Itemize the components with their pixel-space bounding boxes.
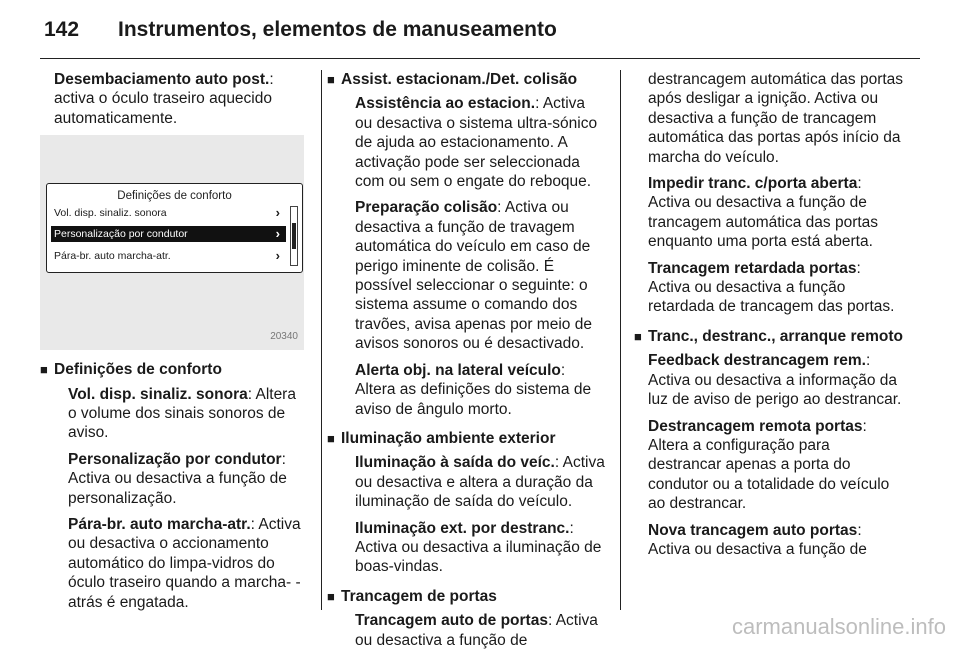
description: : Activa ou desactiva a função de travagem automática do veículo em caso de perigo iminente de colisão. É possível seleccionar o seguinte: o sistema assume o comando dos travões, avisa apenas por meio de avisos sonoros ou é desactivado. bbox=[355, 199, 592, 353]
paragraph bbox=[648, 417, 906, 514]
paragraph bbox=[355, 94, 605, 191]
chevron-right-icon: › bbox=[275, 248, 280, 264]
description: : Activa ou desactiva a informação da luz de aviso de perigo ao destrancar. bbox=[648, 352, 902, 409]
term: Assistência ao estacion. bbox=[355, 95, 536, 113]
column-divider bbox=[321, 70, 322, 610]
term: Destrancagem remota portas bbox=[648, 417, 863, 435]
description: : Activa ou desactiva o accionamento automático do limpa-vidros do óculo traseiro quando a marcha- -atrás é engatada. bbox=[68, 516, 301, 611]
menu-item bbox=[51, 248, 286, 264]
bullet-icon: ■ bbox=[327, 588, 335, 604]
description: : Activa ou desactiva a função retardada de trancagem das portas. bbox=[648, 259, 895, 316]
column-2 bbox=[327, 70, 605, 657]
section-heading bbox=[40, 360, 306, 379]
description: : Activa ou desactiva a função de bbox=[355, 612, 598, 649]
paragraph bbox=[68, 450, 306, 508]
section-title: Iluminação ambiente exterior bbox=[341, 429, 556, 447]
bullet-icon: ■ bbox=[327, 430, 335, 446]
term: Personalização por condutor bbox=[68, 450, 282, 468]
paragraph bbox=[355, 519, 605, 577]
section-title: Tranc., destranc., arranque remoto bbox=[648, 327, 903, 345]
page-header bbox=[40, 14, 920, 59]
term: Nova trancagem auto portas bbox=[648, 521, 858, 539]
description: : Activa ou desactiva a função de personalização. bbox=[68, 450, 287, 507]
term: Pára-br. auto marcha-atr. bbox=[68, 516, 251, 534]
term: Trancagem retardada portas bbox=[648, 259, 857, 277]
settings-figure bbox=[40, 135, 304, 350]
paragraph bbox=[54, 70, 306, 128]
paragraph bbox=[648, 174, 906, 252]
menu-item bbox=[51, 205, 286, 221]
figure-code: 20340 bbox=[270, 330, 298, 342]
description: : Altera as definições do sistema de aviso de ângulo morto. bbox=[355, 361, 592, 418]
menu-item-label: Personalização por condutor bbox=[54, 228, 188, 241]
section-title: Definições de conforto bbox=[54, 361, 222, 379]
term: Preparação colisão bbox=[355, 199, 498, 217]
column-divider bbox=[620, 70, 621, 610]
section-heading bbox=[634, 327, 906, 346]
description: : Activa ou desactiva a função de bbox=[648, 521, 867, 558]
column-1 bbox=[40, 70, 306, 619]
description: : Activa ou desactiva a função de trancagem automática das portas enquanto uma porta está aberta. bbox=[648, 175, 879, 251]
term: Alerta obj. na lateral veículo bbox=[355, 361, 561, 379]
paragraph bbox=[355, 453, 605, 511]
bullet-icon: ■ bbox=[634, 328, 642, 344]
paragraph bbox=[355, 198, 605, 353]
page-title: Instrumentos, elementos de manuseamento bbox=[118, 18, 557, 41]
bullet-icon: ■ bbox=[40, 362, 48, 378]
section-heading bbox=[327, 587, 605, 606]
chevron-right-icon: › bbox=[275, 205, 280, 221]
term: Iluminação ext. por destranc. bbox=[355, 519, 570, 537]
paragraph: destrancagem automática das portas após desligar a ignição. Activa ou desactiva a função de trancagem automática das portas após início da marcha do veículo. bbox=[648, 71, 904, 166]
section-heading bbox=[327, 70, 605, 89]
term: Impedir tranc. c/porta aberta bbox=[648, 175, 858, 193]
section-title: Trancagem de portas bbox=[341, 587, 497, 605]
menu-item-selected bbox=[51, 226, 286, 242]
term: Feedback destrancagem rem. bbox=[648, 352, 866, 370]
chevron-right-icon: › bbox=[275, 226, 280, 242]
screen-title: Definições de conforto bbox=[117, 190, 232, 203]
term: Vol. disp. sinaliz. sonora bbox=[68, 385, 248, 403]
section-title: Assist. estacionam./Det. colisão bbox=[341, 71, 578, 88]
paragraph bbox=[648, 259, 906, 317]
paragraph bbox=[355, 611, 605, 650]
paragraph bbox=[68, 515, 306, 612]
menu-item-label: Vol. disp. sinaliz. sonora bbox=[54, 207, 167, 220]
page-number: 142 bbox=[44, 18, 80, 41]
term: Iluminação à saída do veíc. bbox=[355, 454, 555, 472]
description: : activa o óculo traseiro aquecido automaticamente. bbox=[54, 71, 274, 127]
paragraph bbox=[68, 385, 306, 443]
scrollbar bbox=[290, 206, 298, 266]
term: Desembaciamento auto post. bbox=[54, 71, 270, 88]
paragraph bbox=[355, 361, 605, 419]
bullet-icon: ■ bbox=[327, 72, 335, 87]
column-3 bbox=[634, 70, 906, 566]
description: : Activa ou desactiva o sistema ultra-sónico de ajuda ao estacionamento. A activação pode ser seleccionada com ou sem o engate do reboque. bbox=[355, 95, 598, 191]
description: : Activa ou desactiva a iluminação de boas-vindas. bbox=[355, 519, 602, 576]
paragraph bbox=[648, 521, 906, 560]
description: : Altera a configuração para destrancar apenas a porta do condutor ou a totalidade do veículo ao destrancar. bbox=[648, 417, 890, 513]
paragraph bbox=[648, 351, 906, 409]
description: : Activa ou desactiva e altera a duração da iluminação de saída do veículo. bbox=[355, 454, 605, 511]
scrollbar-thumb bbox=[292, 223, 296, 249]
description: : Altera o volume dos sinais sonoros de aviso. bbox=[68, 385, 296, 442]
menu-item-label: Pára-br. auto marcha-atr. bbox=[54, 250, 171, 263]
section-heading bbox=[327, 429, 605, 448]
term: Trancagem auto de portas bbox=[355, 612, 548, 630]
display-screen bbox=[46, 183, 303, 273]
watermark: carmanualsonline.info bbox=[731, 614, 946, 639]
